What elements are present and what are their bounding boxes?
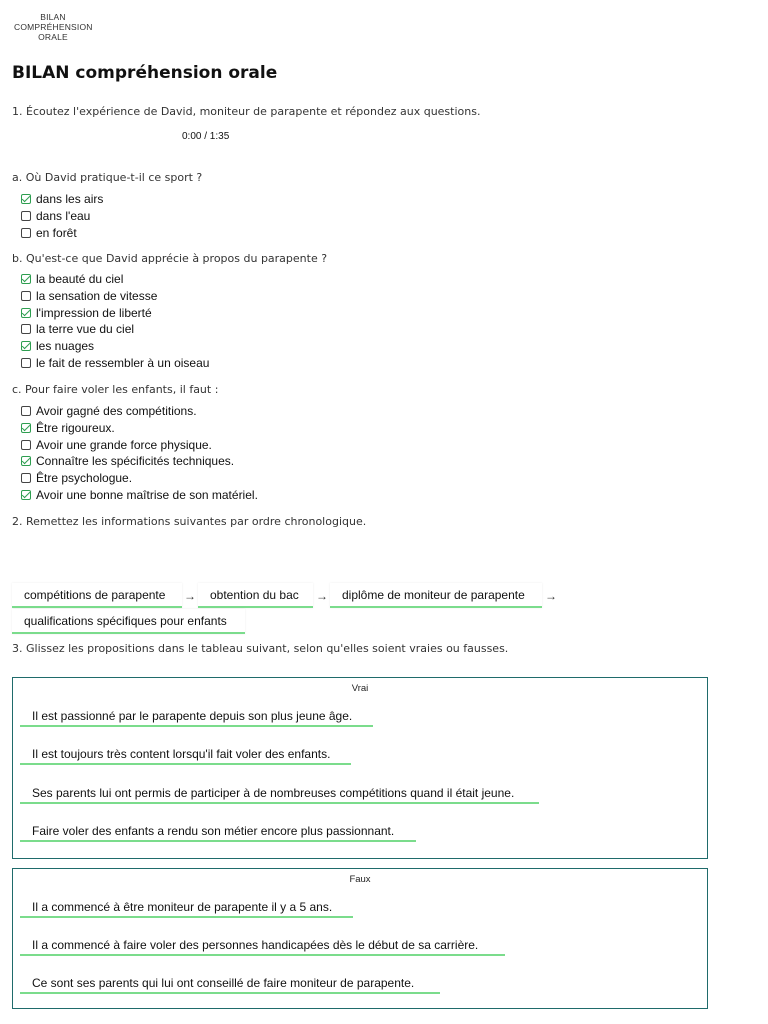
option[interactable] bbox=[21, 208, 103, 225]
options-a bbox=[21, 191, 103, 241]
option[interactable] bbox=[21, 420, 258, 437]
checkbox-icon[interactable] bbox=[21, 228, 31, 238]
checkbox-icon[interactable] bbox=[21, 358, 31, 368]
option-label: Avoir gagné des compétitions. bbox=[36, 404, 197, 419]
instruction-1: 1. Écoutez l'expérience de David, moniteur de parapente et répondez aux questions. bbox=[12, 105, 481, 118]
option[interactable] bbox=[21, 271, 209, 288]
statement[interactable]: Il a commencé à être moniteur de parapente il y a 5 ans. bbox=[20, 898, 353, 918]
option-label: la terre vue du ciel bbox=[36, 322, 135, 337]
options-b bbox=[21, 271, 209, 371]
logo-line: COMPRÉHENSION bbox=[14, 22, 93, 32]
checkbox-icon[interactable] bbox=[21, 473, 31, 483]
order-item[interactable]: diplôme de moniteur de parapente bbox=[330, 583, 542, 608]
option-label: Être rigoureux. bbox=[36, 421, 115, 436]
logo-line: ORALE bbox=[38, 32, 68, 42]
instruction-3: 3. Glissez les propositions dans le tableau suivant, selon qu'elles soient vraies ou fausses. bbox=[12, 642, 509, 655]
checkbox-checked-icon[interactable] bbox=[21, 308, 31, 318]
option-label: le fait de ressembler à un oiseau bbox=[36, 355, 210, 370]
question-c: c. Pour faire voler les enfants, il faut : bbox=[12, 383, 219, 396]
page-title: BILAN compréhension orale bbox=[12, 63, 278, 83]
option[interactable] bbox=[21, 321, 209, 338]
logo bbox=[14, 12, 92, 42]
option[interactable] bbox=[21, 403, 258, 420]
options-c bbox=[21, 403, 258, 503]
statement[interactable]: Ses parents lui ont permis de participer à de nombreuses compétitions quand il était jeune. bbox=[20, 784, 539, 804]
option-label: Être psychologue. bbox=[36, 471, 133, 486]
checkbox-checked-icon[interactable] bbox=[21, 341, 31, 351]
option[interactable] bbox=[21, 453, 258, 470]
option[interactable] bbox=[21, 304, 209, 321]
order-item[interactable]: obtention du bac bbox=[198, 583, 313, 608]
order-item[interactable]: compétitions de parapente bbox=[12, 583, 182, 608]
option[interactable] bbox=[21, 191, 103, 208]
checkbox-icon[interactable] bbox=[21, 406, 31, 416]
checkbox-icon[interactable] bbox=[21, 324, 31, 334]
statement[interactable]: Il est toujours très content lorsqu'il fait voler des enfants. bbox=[20, 745, 351, 765]
option-label: Avoir une bonne maîtrise de son matériel. bbox=[36, 487, 258, 502]
question-b: b. Qu'est-ce que David apprécie à propos du parapente ? bbox=[12, 252, 328, 265]
option-label: en forêt bbox=[36, 225, 77, 240]
option-label: la sensation de vitesse bbox=[36, 289, 158, 304]
audio-time: 0:00 / 1:35 bbox=[182, 131, 230, 142]
faux-dropzone[interactable] bbox=[12, 868, 708, 1009]
arrow-right-icon: → bbox=[545, 589, 557, 603]
option[interactable] bbox=[21, 470, 258, 487]
option[interactable] bbox=[21, 288, 209, 305]
checkbox-checked-icon[interactable] bbox=[21, 194, 31, 204]
option-label: les nuages bbox=[36, 339, 95, 354]
instruction-2: 2. Remettez les informations suivantes par ordre chronologique. bbox=[12, 515, 367, 528]
option-label: dans les airs bbox=[36, 192, 104, 207]
checkbox-icon[interactable] bbox=[21, 291, 31, 301]
option[interactable] bbox=[21, 486, 258, 503]
arrow-right-icon: → bbox=[316, 589, 328, 603]
statement[interactable]: Il a commencé à faire voler des personnes handicapées dès le début de sa carrière. bbox=[20, 936, 505, 956]
option-label: dans l'eau bbox=[36, 209, 91, 224]
checkbox-icon[interactable] bbox=[21, 211, 31, 221]
option[interactable] bbox=[21, 354, 209, 371]
faux-title: Faux bbox=[349, 874, 371, 885]
checkbox-icon[interactable] bbox=[21, 440, 31, 450]
checkbox-checked-icon[interactable] bbox=[21, 423, 31, 433]
checkbox-checked-icon[interactable] bbox=[21, 456, 31, 466]
statement[interactable]: Faire voler des enfants a rendu son métier encore plus passionnant. bbox=[20, 822, 416, 842]
option-label: la beauté du ciel bbox=[36, 272, 124, 287]
vrai-title: Vrai bbox=[351, 683, 369, 694]
option-label: Avoir une grande force physique. bbox=[36, 437, 212, 452]
option[interactable] bbox=[21, 224, 103, 241]
statement[interactable]: Il est passionné par le parapente depuis son plus jeune âge. bbox=[20, 707, 373, 727]
vrai-dropzone[interactable] bbox=[12, 677, 708, 859]
order-item[interactable]: qualifications spécifiques pour enfants bbox=[12, 609, 245, 634]
checkbox-checked-icon[interactable] bbox=[21, 490, 31, 500]
option[interactable] bbox=[21, 436, 258, 453]
audio-player[interactable] bbox=[182, 131, 229, 142]
option-label: l'impression de liberté bbox=[36, 305, 152, 320]
option[interactable] bbox=[21, 338, 209, 355]
statement[interactable]: Ce sont ses parents qui lui ont conseillé de faire moniteur de parapente. bbox=[20, 974, 440, 994]
arrow-right-icon: → bbox=[184, 589, 196, 603]
option-label: Connaître les spécificités techniques. bbox=[36, 454, 235, 469]
logo-line: BILAN bbox=[40, 12, 66, 22]
checkbox-checked-icon[interactable] bbox=[21, 274, 31, 284]
question-a: a. Où David pratique-t-il ce sport ? bbox=[12, 171, 203, 184]
